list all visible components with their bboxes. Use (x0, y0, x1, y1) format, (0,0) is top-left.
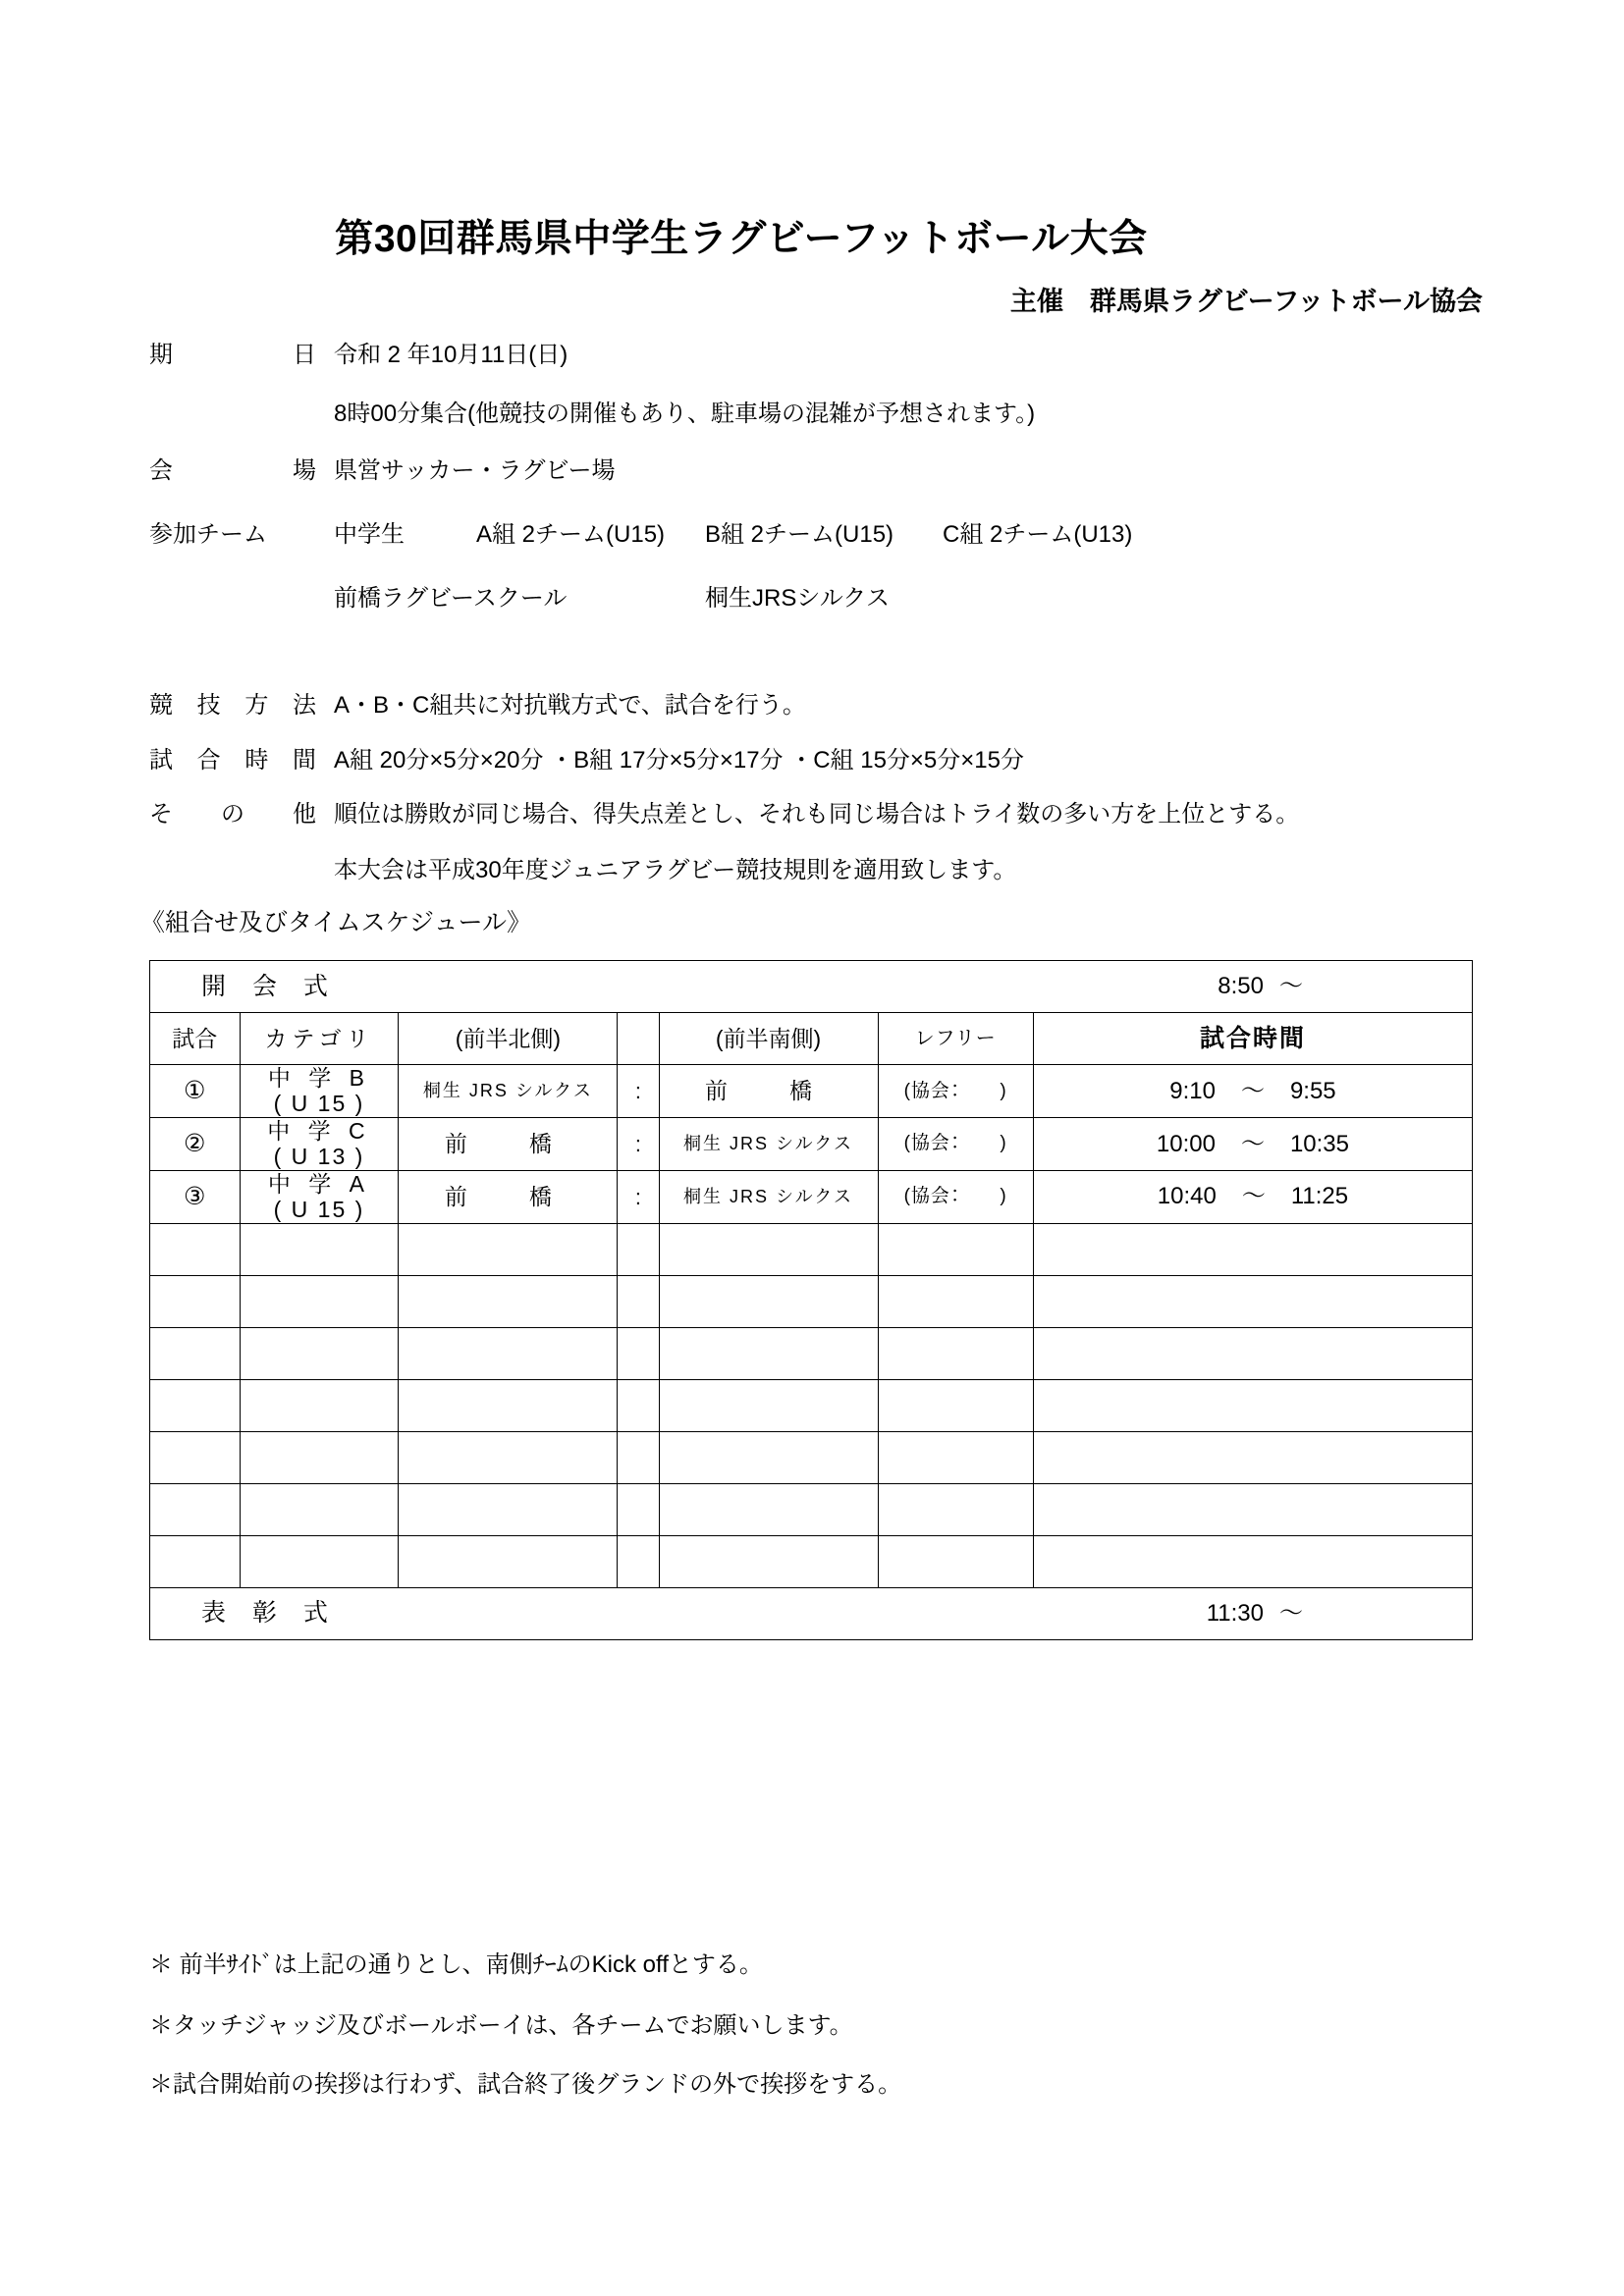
blank-cell (399, 1431, 618, 1483)
table-row-blank (150, 1483, 1473, 1535)
header-match-time: 試合時間 (1033, 1013, 1472, 1065)
blank-cell (659, 1223, 878, 1275)
blank-cell (240, 1431, 399, 1483)
date-label: 期 日 (149, 342, 316, 368)
blank-cell (240, 1327, 399, 1379)
blank-cell (150, 1483, 241, 1535)
blank-cell (150, 1379, 241, 1431)
table-header-row (150, 1013, 1473, 1065)
blank-cell (659, 1379, 878, 1431)
blank-cell (150, 1275, 241, 1327)
blank-cell (240, 1223, 399, 1275)
blank-cell (878, 1223, 1033, 1275)
match-south-team: 桐生 JRS シルクス (659, 1117, 878, 1170)
blank-cell (150, 1327, 241, 1379)
closing-ceremony-row (150, 1587, 1473, 1639)
blank-cell (240, 1535, 399, 1587)
table-row (150, 1170, 1473, 1223)
opening-ceremony-label: 開 会 式 (201, 972, 338, 1000)
match-time: 10:40 ～ 11:25 (1033, 1170, 1472, 1223)
match-time: 10:00 ～ 10:35 (1033, 1117, 1472, 1170)
match-number: ② (150, 1117, 241, 1170)
matchtime-value: A組 20分×5分×20分 ・B組 17分×5分×17分 ・C組 15分×5分×15分 (334, 747, 1024, 774)
teams-group-c: C組 2チーム(U13) (943, 521, 1133, 548)
note-greeting: ＊試合開始前の挨拶は行わず、試合終了後グランドの外で挨拶をする。 (149, 2071, 902, 2098)
match-north-team: 前 橋 (399, 1117, 618, 1170)
header-vs (618, 1013, 659, 1065)
opening-ceremony-row (150, 961, 1473, 1013)
match-referee: (協会： ) (878, 1170, 1033, 1223)
other-value-ranking: 順位は勝敗が同じ場合、得失点差とし、それも同じ場合はトライ数の多い方を上位とする。 (334, 801, 1300, 828)
match-referee: (協会： ) (878, 1117, 1033, 1170)
blank-cell (659, 1483, 878, 1535)
team-name-maebashi: 前橋ラグビースクール (334, 585, 568, 612)
venue-value: 県営サッカー・ラグビー場 (334, 457, 616, 484)
blank-cell (618, 1223, 659, 1275)
blank-cell (150, 1535, 241, 1587)
blank-cell (878, 1275, 1033, 1327)
teams-category: 中学生 (334, 521, 405, 548)
blank-cell (878, 1483, 1033, 1535)
blank-cell (659, 1327, 878, 1379)
match-number: ① (150, 1065, 241, 1118)
header-category: カテゴリ (240, 1013, 399, 1065)
closing-ceremony-time: 11:30 ～ (1206, 1599, 1303, 1627)
blank-cell (878, 1327, 1033, 1379)
blank-cell (618, 1379, 659, 1431)
blank-cell (150, 1223, 241, 1275)
match-south-team: 前 橋 (659, 1065, 878, 1118)
blank-cell (1033, 1379, 1472, 1431)
blank-cell (618, 1327, 659, 1379)
blank-cell (1033, 1327, 1472, 1379)
match-vs-separator: : (618, 1170, 659, 1223)
blank-cell (150, 1431, 241, 1483)
opening-ceremony-cell (150, 961, 1473, 1013)
venue-label: 会 場 (149, 457, 316, 484)
schedule-table (149, 960, 1473, 1640)
other-label: そ の 他 (149, 801, 316, 828)
blank-cell (618, 1431, 659, 1483)
blank-cell (399, 1223, 618, 1275)
blank-cell (1033, 1275, 1472, 1327)
blank-cell (1033, 1483, 1472, 1535)
header-referee: レフリー (878, 1013, 1033, 1065)
matchtime-label: 試 合 時 間 (149, 747, 316, 774)
blank-cell (399, 1275, 618, 1327)
blank-cell (240, 1275, 399, 1327)
page-title: 第30回群馬県中学生ラグビーフットボール大会 (335, 218, 1148, 260)
blank-cell (618, 1275, 659, 1327)
blank-cell (878, 1379, 1033, 1431)
header-north-side: (前半北側) (399, 1013, 618, 1065)
note-kickoff: ＊ 前半ｻｲﾄﾞは上記の通りとし、南側ﾁｰﾑのKick offとする。 (149, 1951, 763, 1978)
header-match: 試合 (150, 1013, 241, 1065)
blank-cell (618, 1535, 659, 1587)
blank-cell (659, 1431, 878, 1483)
match-category: 中 学 B ( U 15 ) (240, 1065, 399, 1118)
blank-cell (1033, 1223, 1472, 1275)
match-north-team: 前 橋 (399, 1170, 618, 1223)
host-organization: 主催 群馬県ラグビーフットボール協会 (1009, 287, 1483, 316)
other-value-rules: 本大会は平成30年度ジュニアラグビー競技規則を適用致します。 (334, 857, 1017, 883)
table-row-blank (150, 1535, 1473, 1587)
blank-cell (659, 1275, 878, 1327)
teams-group-b: B組 2チーム(U15) (705, 521, 894, 548)
table-row-blank (150, 1275, 1473, 1327)
match-vs-separator: : (618, 1065, 659, 1118)
table-row-blank (150, 1379, 1473, 1431)
blank-cell (878, 1431, 1033, 1483)
table-row (150, 1065, 1473, 1118)
blank-cell (399, 1483, 618, 1535)
blank-cell (659, 1535, 878, 1587)
closing-ceremony-label: 表 彰 式 (201, 1599, 338, 1628)
match-north-team: 桐生 JRS シルクス (399, 1065, 618, 1118)
table-row (150, 1117, 1473, 1170)
method-label: 競 技 方 法 (149, 692, 316, 719)
table-row-blank (150, 1327, 1473, 1379)
blank-cell (1033, 1431, 1472, 1483)
blank-cell (618, 1483, 659, 1535)
table-row-blank (150, 1431, 1473, 1483)
team-name-kiryu: 桐生JRSシルクス (705, 585, 891, 612)
teams-label: 参加チーム (149, 521, 267, 548)
header-south-side: (前半南側) (659, 1013, 878, 1065)
closing-ceremony-cell (150, 1587, 1473, 1639)
blank-cell (399, 1535, 618, 1587)
teams-group-a: A組 2チーム(U15) (476, 521, 666, 548)
schedule-table-wrapper (149, 960, 1473, 1640)
blank-cell (399, 1327, 618, 1379)
match-south-team: 桐生 JRS シルクス (659, 1170, 878, 1223)
note-touch-judge: ＊タッチジャッジ及びボールボーイは、各チームでお願いします。 (149, 2012, 853, 2039)
match-category: 中 学 A ( U 15 ) (240, 1170, 399, 1223)
date-note: 8時00分集合(他競技の開催もあり、駐車場の混雑が予想されます。) (334, 400, 1036, 427)
opening-ceremony-time: 8:50 ～ (1218, 973, 1303, 1000)
match-vs-separator: : (618, 1117, 659, 1170)
match-number: ③ (150, 1170, 241, 1223)
blank-cell (878, 1535, 1033, 1587)
blank-cell (399, 1379, 618, 1431)
match-referee: (協会： ) (878, 1065, 1033, 1118)
table-row-blank (150, 1223, 1473, 1275)
blank-cell (240, 1483, 399, 1535)
date-value: 令和 2 年10月11日(日) (334, 342, 568, 368)
schedule-heading: 《組合せ及びタイムスケジュール》 (140, 909, 532, 936)
match-time: 9:10 ～ 9:55 (1033, 1065, 1472, 1118)
method-value: A・B・C組共に対抗戦方式で、試合を行う。 (334, 692, 806, 719)
match-category: 中 学 C ( U 13 ) (240, 1117, 399, 1170)
blank-cell (1033, 1535, 1472, 1587)
blank-cell (240, 1379, 399, 1431)
